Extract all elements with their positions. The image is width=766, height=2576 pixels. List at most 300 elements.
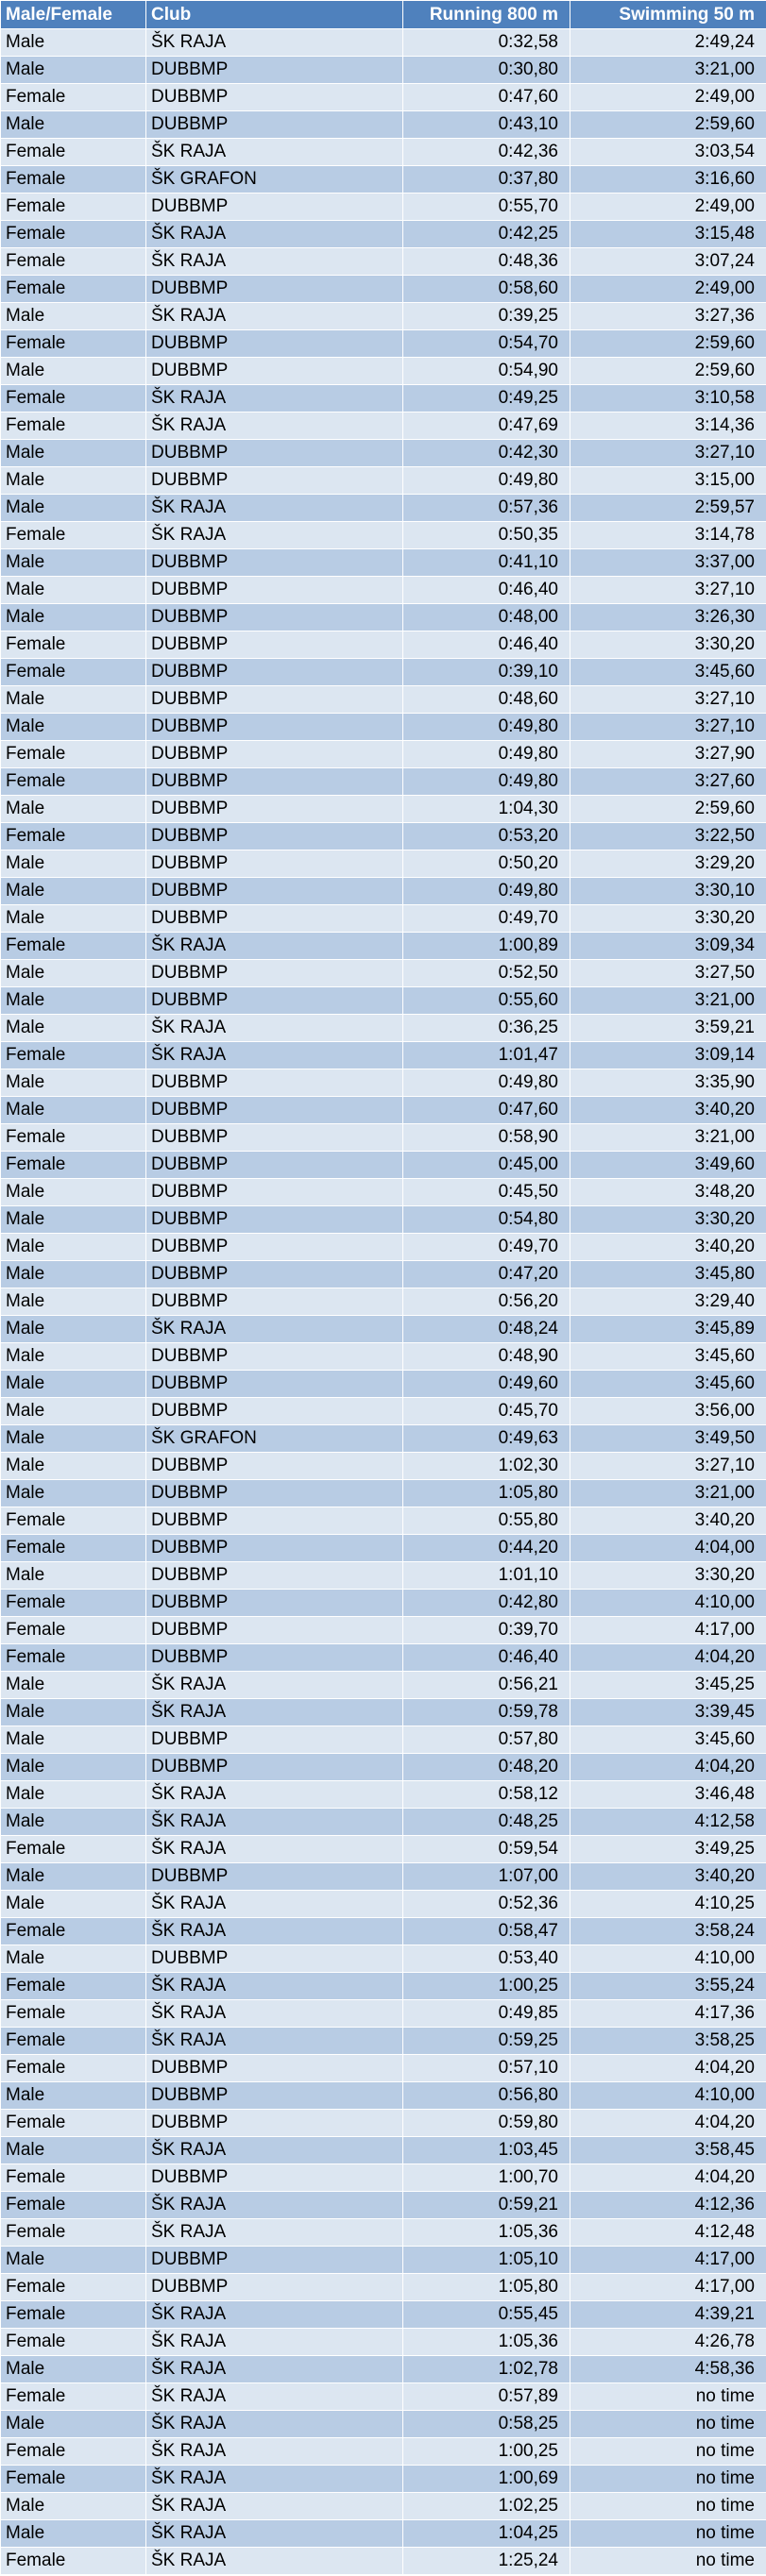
cell-swimming-50m[interactable]: 4:10,00 bbox=[570, 1945, 766, 1973]
cell-running-800m[interactable]: 0:49,80 bbox=[403, 467, 570, 495]
cell-swimming-50m[interactable]: 4:04,00 bbox=[570, 1535, 766, 1562]
header-swimming-50m[interactable]: Swimming 50 m bbox=[570, 1, 766, 29]
cell-running-800m[interactable]: 0:49,80 bbox=[403, 878, 570, 905]
cell-swimming-50m[interactable]: 2:59,57 bbox=[570, 495, 766, 522]
cell-running-800m[interactable]: 0:56,21 bbox=[403, 1672, 570, 1699]
cell-swimming-50m[interactable]: 2:49,24 bbox=[570, 29, 766, 57]
cell-running-800m[interactable]: 0:42,30 bbox=[403, 440, 570, 467]
cell-swimming-50m[interactable]: 2:59,60 bbox=[570, 796, 766, 823]
cell-club[interactable]: DUBBMP bbox=[146, 768, 403, 796]
cell-gender[interactable]: Male bbox=[1, 686, 146, 714]
cell-club[interactable]: ŠK GRAFON bbox=[146, 166, 403, 194]
cell-gender[interactable]: Female bbox=[1, 2438, 146, 2466]
cell-running-800m[interactable]: 1:00,89 bbox=[403, 933, 570, 960]
cell-club[interactable]: DUBBMP bbox=[146, 1644, 403, 1672]
cell-swimming-50m[interactable]: 3:30,20 bbox=[570, 1562, 766, 1590]
cell-club[interactable]: ŠK RAJA bbox=[146, 412, 403, 440]
cell-club[interactable]: DUBBMP bbox=[146, 1398, 403, 1425]
cell-running-800m[interactable]: 0:39,10 bbox=[403, 659, 570, 686]
cell-running-800m[interactable]: 0:48,25 bbox=[403, 1809, 570, 1836]
cell-running-800m[interactable]: 0:48,24 bbox=[403, 1316, 570, 1343]
cell-gender[interactable]: Male bbox=[1, 2411, 146, 2438]
cell-running-800m[interactable]: 0:59,54 bbox=[403, 1836, 570, 1863]
cell-gender[interactable]: Male bbox=[1, 1562, 146, 1590]
cell-gender[interactable]: Male bbox=[1, 495, 146, 522]
header-gender[interactable]: Male/Female bbox=[1, 1, 146, 29]
cell-club[interactable]: ŠK RAJA bbox=[146, 303, 403, 330]
cell-club[interactable]: DUBBMP bbox=[146, 276, 403, 303]
cell-running-800m[interactable]: 0:46,40 bbox=[403, 1644, 570, 1672]
cell-swimming-50m[interactable]: 4:17,00 bbox=[570, 2274, 766, 2301]
cell-gender[interactable]: Female bbox=[1, 2383, 146, 2411]
cell-swimming-50m[interactable]: 2:59,60 bbox=[570, 358, 766, 385]
cell-gender[interactable]: Female bbox=[1, 659, 146, 686]
cell-gender[interactable]: Male bbox=[1, 1809, 146, 1836]
cell-gender[interactable]: Male bbox=[1, 2520, 146, 2548]
cell-running-800m[interactable]: 1:05,10 bbox=[403, 2247, 570, 2274]
cell-gender[interactable]: Male bbox=[1, 1097, 146, 1124]
cell-gender[interactable]: Male bbox=[1, 2356, 146, 2383]
cell-running-800m[interactable]: 0:39,25 bbox=[403, 303, 570, 330]
cell-gender[interactable]: Female bbox=[1, 276, 146, 303]
cell-club[interactable]: ŠK RAJA bbox=[146, 1316, 403, 1343]
cell-club[interactable]: ŠK RAJA bbox=[146, 1836, 403, 1863]
cell-gender[interactable]: Male bbox=[1, 1781, 146, 1809]
cell-running-800m[interactable]: 0:49,80 bbox=[403, 714, 570, 741]
cell-swimming-50m[interactable]: 4:17,00 bbox=[570, 1617, 766, 1644]
cell-running-800m[interactable]: 0:49,85 bbox=[403, 2000, 570, 2028]
cell-club[interactable]: ŠK RAJA bbox=[146, 495, 403, 522]
cell-running-800m[interactable]: 0:56,80 bbox=[403, 2082, 570, 2110]
cell-running-800m[interactable]: 0:46,40 bbox=[403, 577, 570, 604]
cell-club[interactable]: DUBBMP bbox=[146, 686, 403, 714]
cell-club[interactable]: DUBBMP bbox=[146, 659, 403, 686]
cell-swimming-50m[interactable]: 3:30,20 bbox=[570, 905, 766, 933]
cell-swimming-50m[interactable]: 4:58,36 bbox=[570, 2356, 766, 2383]
cell-club[interactable]: DUBBMP bbox=[146, 1069, 403, 1097]
cell-gender[interactable]: Male bbox=[1, 1480, 146, 1507]
cell-running-800m[interactable]: 1:05,36 bbox=[403, 2329, 570, 2356]
cell-gender[interactable]: Female bbox=[1, 1507, 146, 1535]
cell-club[interactable]: ŠK RAJA bbox=[146, 2493, 403, 2520]
cell-running-800m[interactable]: 0:55,70 bbox=[403, 194, 570, 221]
cell-club[interactable]: DUBBMP bbox=[146, 194, 403, 221]
cell-swimming-50m[interactable]: 4:17,00 bbox=[570, 2247, 766, 2274]
cell-swimming-50m[interactable]: 4:04,20 bbox=[570, 2164, 766, 2192]
cell-running-800m[interactable]: 0:59,78 bbox=[403, 1699, 570, 1726]
cell-club[interactable]: ŠK RAJA bbox=[146, 2137, 403, 2164]
cell-club[interactable]: DUBBMP bbox=[146, 2055, 403, 2082]
cell-swimming-50m[interactable]: 4:12,48 bbox=[570, 2219, 766, 2247]
cell-gender[interactable]: Male bbox=[1, 2082, 146, 2110]
cell-swimming-50m[interactable]: 3:15,00 bbox=[570, 467, 766, 495]
cell-club[interactable]: DUBBMP bbox=[146, 358, 403, 385]
cell-swimming-50m[interactable]: 3:37,00 bbox=[570, 549, 766, 577]
cell-running-800m[interactable]: 0:58,12 bbox=[403, 1781, 570, 1809]
cell-club[interactable]: ŠK RAJA bbox=[146, 2520, 403, 2548]
cell-club[interactable]: DUBBMP bbox=[146, 577, 403, 604]
cell-swimming-50m[interactable]: 3:48,20 bbox=[570, 1179, 766, 1206]
cell-gender[interactable]: Male bbox=[1, 1316, 146, 1343]
cell-swimming-50m[interactable]: 3:45,60 bbox=[570, 659, 766, 686]
cell-gender[interactable]: Male bbox=[1, 2493, 146, 2520]
cell-swimming-50m[interactable]: 3:58,24 bbox=[570, 1918, 766, 1945]
cell-swimming-50m[interactable]: 3:55,24 bbox=[570, 1973, 766, 2000]
cell-running-800m[interactable]: 1:02,30 bbox=[403, 1453, 570, 1480]
cell-gender[interactable]: Female bbox=[1, 2466, 146, 2493]
cell-club[interactable]: ŠK RAJA bbox=[146, 2356, 403, 2383]
cell-gender[interactable]: Female bbox=[1, 768, 146, 796]
cell-swimming-50m[interactable]: 4:10,00 bbox=[570, 2082, 766, 2110]
cell-running-800m[interactable]: 0:49,70 bbox=[403, 905, 570, 933]
cell-running-800m[interactable]: 0:48,00 bbox=[403, 604, 570, 631]
cell-swimming-50m[interactable]: 3:14,36 bbox=[570, 412, 766, 440]
cell-club[interactable]: ŠK RAJA bbox=[146, 933, 403, 960]
cell-swimming-50m[interactable]: 3:21,00 bbox=[570, 57, 766, 84]
cell-club[interactable]: DUBBMP bbox=[146, 1097, 403, 1124]
cell-club[interactable]: ŠK RAJA bbox=[146, 2329, 403, 2356]
cell-gender[interactable]: Female bbox=[1, 1644, 146, 1672]
cell-gender[interactable]: Female bbox=[1, 1042, 146, 1069]
cell-club[interactable]: DUBBMP bbox=[146, 1863, 403, 1891]
cell-club[interactable]: DUBBMP bbox=[146, 796, 403, 823]
cell-running-800m[interactable]: 0:56,20 bbox=[403, 1288, 570, 1316]
cell-swimming-50m[interactable]: 3:21,00 bbox=[570, 1480, 766, 1507]
cell-swimming-50m[interactable]: 2:49,00 bbox=[570, 84, 766, 111]
cell-gender[interactable]: Male bbox=[1, 1672, 146, 1699]
cell-club[interactable]: DUBBMP bbox=[146, 1945, 403, 1973]
cell-club[interactable]: DUBBMP bbox=[146, 987, 403, 1015]
cell-gender[interactable]: Female bbox=[1, 221, 146, 248]
cell-swimming-50m[interactable]: 3:14,78 bbox=[570, 522, 766, 549]
cell-gender[interactable]: Male bbox=[1, 1179, 146, 1206]
cell-gender[interactable]: Male bbox=[1, 1015, 146, 1042]
cell-swimming-50m[interactable]: 4:17,36 bbox=[570, 2000, 766, 2028]
cell-running-800m[interactable]: 0:42,36 bbox=[403, 139, 570, 166]
cell-running-800m[interactable]: 0:53,20 bbox=[403, 823, 570, 850]
cell-swimming-50m[interactable]: 3:46,48 bbox=[570, 1781, 766, 1809]
cell-running-800m[interactable]: 0:55,80 bbox=[403, 1507, 570, 1535]
cell-gender[interactable]: Male bbox=[1, 1699, 146, 1726]
cell-club[interactable]: ŠK RAJA bbox=[146, 2028, 403, 2055]
cell-swimming-50m[interactable]: 4:04,20 bbox=[570, 1754, 766, 1781]
cell-running-800m[interactable]: 1:05,80 bbox=[403, 1480, 570, 1507]
cell-club[interactable]: DUBBMP bbox=[146, 111, 403, 139]
cell-club[interactable]: DUBBMP bbox=[146, 1590, 403, 1617]
cell-gender[interactable]: Male bbox=[1, 878, 146, 905]
cell-club[interactable]: ŠK RAJA bbox=[146, 2000, 403, 2028]
cell-running-800m[interactable]: 0:47,69 bbox=[403, 412, 570, 440]
cell-gender[interactable]: Male bbox=[1, 1425, 146, 1453]
cell-swimming-50m[interactable]: 4:04,20 bbox=[570, 2110, 766, 2137]
cell-gender[interactable]: Female bbox=[1, 1617, 146, 1644]
cell-running-800m[interactable]: 0:53,40 bbox=[403, 1945, 570, 1973]
cell-running-800m[interactable]: 0:45,50 bbox=[403, 1179, 570, 1206]
cell-gender[interactable]: Female bbox=[1, 1535, 146, 1562]
cell-gender[interactable]: Male bbox=[1, 358, 146, 385]
cell-running-800m[interactable]: 1:02,78 bbox=[403, 2356, 570, 2383]
cell-swimming-50m[interactable]: no time bbox=[570, 2383, 766, 2411]
cell-running-800m[interactable]: 0:59,21 bbox=[403, 2192, 570, 2219]
cell-swimming-50m[interactable]: 4:12,36 bbox=[570, 2192, 766, 2219]
cell-swimming-50m[interactable]: 4:10,25 bbox=[570, 1891, 766, 1918]
cell-running-800m[interactable]: 0:54,90 bbox=[403, 358, 570, 385]
cell-running-800m[interactable]: 0:48,20 bbox=[403, 1754, 570, 1781]
cell-club[interactable]: DUBBMP bbox=[146, 1152, 403, 1179]
cell-running-800m[interactable]: 1:00,25 bbox=[403, 1973, 570, 2000]
cell-running-800m[interactable]: 0:59,25 bbox=[403, 2028, 570, 2055]
cell-club[interactable]: DUBBMP bbox=[146, 1288, 403, 1316]
cell-gender[interactable]: Female bbox=[1, 84, 146, 111]
cell-running-800m[interactable]: 0:48,36 bbox=[403, 248, 570, 276]
cell-swimming-50m[interactable]: 3:49,60 bbox=[570, 1152, 766, 1179]
cell-running-800m[interactable]: 0:49,80 bbox=[403, 741, 570, 768]
cell-swimming-50m[interactable]: 2:59,60 bbox=[570, 330, 766, 358]
cell-gender[interactable]: Female bbox=[1, 1836, 146, 1863]
cell-swimming-50m[interactable]: 4:26,78 bbox=[570, 2329, 766, 2356]
cell-running-800m[interactable]: 1:05,80 bbox=[403, 2274, 570, 2301]
cell-running-800m[interactable]: 0:49,80 bbox=[403, 1069, 570, 1097]
cell-swimming-50m[interactable]: 3:56,00 bbox=[570, 1398, 766, 1425]
cell-club[interactable]: DUBBMP bbox=[146, 1535, 403, 1562]
cell-club[interactable]: ŠK RAJA bbox=[146, 1809, 403, 1836]
cell-swimming-50m[interactable]: 4:04,20 bbox=[570, 2055, 766, 2082]
cell-club[interactable]: DUBBMP bbox=[146, 1179, 403, 1206]
cell-club[interactable]: DUBBMP bbox=[146, 1617, 403, 1644]
cell-club[interactable]: DUBBMP bbox=[146, 330, 403, 358]
cell-club[interactable]: DUBBMP bbox=[146, 1234, 403, 1261]
cell-running-800m[interactable]: 0:55,60 bbox=[403, 987, 570, 1015]
cell-running-800m[interactable]: 0:42,25 bbox=[403, 221, 570, 248]
cell-gender[interactable]: Female bbox=[1, 2000, 146, 2028]
cell-running-800m[interactable]: 0:47,20 bbox=[403, 1261, 570, 1288]
cell-gender[interactable]: Male bbox=[1, 1234, 146, 1261]
cell-club[interactable]: DUBBMP bbox=[146, 1480, 403, 1507]
cell-club[interactable]: DUBBMP bbox=[146, 2247, 403, 2274]
cell-swimming-50m[interactable]: 3:29,40 bbox=[570, 1288, 766, 1316]
cell-club[interactable]: ŠK RAJA bbox=[146, 2466, 403, 2493]
cell-swimming-50m[interactable]: no time bbox=[570, 2411, 766, 2438]
cell-running-800m[interactable]: 1:04,30 bbox=[403, 796, 570, 823]
cell-running-800m[interactable]: 0:30,80 bbox=[403, 57, 570, 84]
cell-gender[interactable]: Male bbox=[1, 1945, 146, 1973]
cell-club[interactable]: ŠK RAJA bbox=[146, 29, 403, 57]
cell-swimming-50m[interactable]: no time bbox=[570, 2520, 766, 2548]
cell-gender[interactable]: Female bbox=[1, 1152, 146, 1179]
cell-club[interactable]: DUBBMP bbox=[146, 1726, 403, 1754]
cell-running-800m[interactable]: 0:41,10 bbox=[403, 549, 570, 577]
cell-running-800m[interactable]: 0:59,80 bbox=[403, 2110, 570, 2137]
cell-swimming-50m[interactable]: 3:45,60 bbox=[570, 1371, 766, 1398]
cell-club[interactable]: ŠK RAJA bbox=[146, 1672, 403, 1699]
cell-gender[interactable]: Male bbox=[1, 1754, 146, 1781]
cell-gender[interactable]: Female bbox=[1, 1918, 146, 1945]
cell-gender[interactable]: Female bbox=[1, 2301, 146, 2329]
cell-running-800m[interactable]: 1:05,36 bbox=[403, 2219, 570, 2247]
cell-running-800m[interactable]: 0:43,10 bbox=[403, 111, 570, 139]
cell-swimming-50m[interactable]: 3:27,10 bbox=[570, 577, 766, 604]
cell-swimming-50m[interactable]: 4:12,58 bbox=[570, 1809, 766, 1836]
cell-swimming-50m[interactable]: 3:27,10 bbox=[570, 686, 766, 714]
cell-gender[interactable]: Male bbox=[1, 303, 146, 330]
cell-swimming-50m[interactable]: 3:27,50 bbox=[570, 960, 766, 987]
cell-club[interactable]: ŠK RAJA bbox=[146, 1042, 403, 1069]
cell-swimming-50m[interactable]: 3:35,90 bbox=[570, 1069, 766, 1097]
cell-running-800m[interactable]: 0:44,20 bbox=[403, 1535, 570, 1562]
cell-running-800m[interactable]: 0:47,60 bbox=[403, 84, 570, 111]
cell-gender[interactable]: Male bbox=[1, 57, 146, 84]
cell-swimming-50m[interactable]: 3:45,25 bbox=[570, 1672, 766, 1699]
cell-club[interactable]: DUBBMP bbox=[146, 440, 403, 467]
cell-swimming-50m[interactable]: 3:27,10 bbox=[570, 714, 766, 741]
cell-gender[interactable]: Female bbox=[1, 631, 146, 659]
cell-running-800m[interactable]: 0:46,40 bbox=[403, 631, 570, 659]
cell-gender[interactable]: Male bbox=[1, 440, 146, 467]
cell-club[interactable]: DUBBMP bbox=[146, 2274, 403, 2301]
cell-club[interactable]: DUBBMP bbox=[146, 1261, 403, 1288]
cell-swimming-50m[interactable]: 3:45,89 bbox=[570, 1316, 766, 1343]
cell-running-800m[interactable]: 0:58,60 bbox=[403, 276, 570, 303]
cell-gender[interactable]: Female bbox=[1, 2192, 146, 2219]
cell-club[interactable]: ŠK RAJA bbox=[146, 1015, 403, 1042]
cell-running-800m[interactable]: 0:52,50 bbox=[403, 960, 570, 987]
cell-club[interactable]: ŠK RAJA bbox=[146, 2411, 403, 2438]
cell-club[interactable]: DUBBMP bbox=[146, 2082, 403, 2110]
cell-club[interactable]: DUBBMP bbox=[146, 84, 403, 111]
cell-gender[interactable]: Male bbox=[1, 549, 146, 577]
cell-gender[interactable]: Female bbox=[1, 2219, 146, 2247]
cell-gender[interactable]: Female bbox=[1, 741, 146, 768]
cell-swimming-50m[interactable]: 3:15,48 bbox=[570, 221, 766, 248]
cell-swimming-50m[interactable]: 3:49,25 bbox=[570, 1836, 766, 1863]
cell-swimming-50m[interactable]: 3:22,50 bbox=[570, 823, 766, 850]
cell-club[interactable]: ŠK RAJA bbox=[146, 2219, 403, 2247]
cell-club[interactable]: ŠK RAJA bbox=[146, 1918, 403, 1945]
cell-club[interactable]: DUBBMP bbox=[146, 1124, 403, 1152]
cell-gender[interactable]: Female bbox=[1, 522, 146, 549]
cell-club[interactable]: DUBBMP bbox=[146, 741, 403, 768]
cell-running-800m[interactable]: 1:03,45 bbox=[403, 2137, 570, 2164]
cell-running-800m[interactable]: 0:55,45 bbox=[403, 2301, 570, 2329]
cell-club[interactable]: DUBBMP bbox=[146, 960, 403, 987]
cell-club[interactable]: ŠK RAJA bbox=[146, 2438, 403, 2466]
cell-swimming-50m[interactable]: 2:49,00 bbox=[570, 194, 766, 221]
cell-gender[interactable]: Female bbox=[1, 2164, 146, 2192]
cell-gender[interactable]: Female bbox=[1, 823, 146, 850]
cell-gender[interactable]: Male bbox=[1, 987, 146, 1015]
cell-gender[interactable]: Male bbox=[1, 796, 146, 823]
cell-swimming-50m[interactable]: 3:40,20 bbox=[570, 1234, 766, 1261]
cell-swimming-50m[interactable]: 3:45,60 bbox=[570, 1343, 766, 1371]
cell-gender[interactable]: Male bbox=[1, 1371, 146, 1398]
cell-running-800m[interactable]: 0:57,89 bbox=[403, 2383, 570, 2411]
cell-gender[interactable]: Male bbox=[1, 467, 146, 495]
cell-running-800m[interactable]: 0:42,80 bbox=[403, 1590, 570, 1617]
cell-running-800m[interactable]: 0:58,25 bbox=[403, 2411, 570, 2438]
cell-running-800m[interactable]: 0:49,70 bbox=[403, 1234, 570, 1261]
cell-club[interactable]: DUBBMP bbox=[146, 1371, 403, 1398]
cell-club[interactable]: DUBBMP bbox=[146, 823, 403, 850]
cell-swimming-50m[interactable]: 3:30,20 bbox=[570, 631, 766, 659]
cell-gender[interactable]: Female bbox=[1, 1973, 146, 2000]
cell-club[interactable]: DUBBMP bbox=[146, 604, 403, 631]
cell-swimming-50m[interactable]: 3:10,58 bbox=[570, 385, 766, 412]
cell-swimming-50m[interactable]: no time bbox=[570, 2466, 766, 2493]
cell-running-800m[interactable]: 0:32,58 bbox=[403, 29, 570, 57]
cell-club[interactable]: ŠK RAJA bbox=[146, 522, 403, 549]
cell-club[interactable]: DUBBMP bbox=[146, 850, 403, 878]
cell-club[interactable]: DUBBMP bbox=[146, 549, 403, 577]
cell-gender[interactable]: Female bbox=[1, 2055, 146, 2082]
cell-club[interactable]: ŠK RAJA bbox=[146, 139, 403, 166]
cell-swimming-50m[interactable]: 3:40,20 bbox=[570, 1863, 766, 1891]
cell-running-800m[interactable]: 1:01,47 bbox=[403, 1042, 570, 1069]
cell-running-800m[interactable]: 0:49,63 bbox=[403, 1425, 570, 1453]
cell-swimming-50m[interactable]: 3:16,60 bbox=[570, 166, 766, 194]
cell-gender[interactable]: Male bbox=[1, 111, 146, 139]
cell-running-800m[interactable]: 1:01,10 bbox=[403, 1562, 570, 1590]
cell-club[interactable]: DUBBMP bbox=[146, 2164, 403, 2192]
cell-club[interactable]: DUBBMP bbox=[146, 1754, 403, 1781]
cell-running-800m[interactable]: 1:07,00 bbox=[403, 1863, 570, 1891]
cell-running-800m[interactable]: 0:57,80 bbox=[403, 1726, 570, 1754]
cell-swimming-50m[interactable]: 3:40,20 bbox=[570, 1097, 766, 1124]
cell-club[interactable]: ŠK RAJA bbox=[146, 2301, 403, 2329]
cell-club[interactable]: DUBBMP bbox=[146, 1343, 403, 1371]
cell-gender[interactable]: Female bbox=[1, 2274, 146, 2301]
cell-gender[interactable]: Male bbox=[1, 1726, 146, 1754]
cell-swimming-50m[interactable]: no time bbox=[570, 2493, 766, 2520]
cell-running-800m[interactable]: 0:37,80 bbox=[403, 166, 570, 194]
cell-gender[interactable]: Male bbox=[1, 960, 146, 987]
cell-running-800m[interactable]: 0:47,60 bbox=[403, 1097, 570, 1124]
cell-gender[interactable]: Female bbox=[1, 933, 146, 960]
cell-club[interactable]: DUBBMP bbox=[146, 1453, 403, 1480]
cell-gender[interactable]: Male bbox=[1, 1863, 146, 1891]
cell-gender[interactable]: Male bbox=[1, 29, 146, 57]
cell-swimming-50m[interactable]: 3:27,10 bbox=[570, 1453, 766, 1480]
cell-swimming-50m[interactable]: 3:29,20 bbox=[570, 850, 766, 878]
cell-club[interactable]: DUBBMP bbox=[146, 714, 403, 741]
cell-swimming-50m[interactable]: 3:27,36 bbox=[570, 303, 766, 330]
cell-gender[interactable]: Female bbox=[1, 2110, 146, 2137]
cell-gender[interactable]: Female bbox=[1, 412, 146, 440]
cell-gender[interactable]: Female bbox=[1, 1590, 146, 1617]
cell-swimming-50m[interactable]: 3:09,14 bbox=[570, 1042, 766, 1069]
cell-running-800m[interactable]: 0:36,25 bbox=[403, 1015, 570, 1042]
cell-swimming-50m[interactable]: no time bbox=[570, 2548, 766, 2575]
cell-swimming-50m[interactable]: 3:49,50 bbox=[570, 1425, 766, 1453]
cell-swimming-50m[interactable]: 3:07,24 bbox=[570, 248, 766, 276]
cell-gender[interactable]: Male bbox=[1, 714, 146, 741]
cell-running-800m[interactable]: 0:54,80 bbox=[403, 1206, 570, 1234]
cell-gender[interactable]: Female bbox=[1, 385, 146, 412]
cell-swimming-50m[interactable]: 3:27,10 bbox=[570, 440, 766, 467]
cell-gender[interactable]: Male bbox=[1, 1343, 146, 1371]
cell-club[interactable]: ŠK RAJA bbox=[146, 2383, 403, 2411]
cell-running-800m[interactable]: 0:49,25 bbox=[403, 385, 570, 412]
cell-swimming-50m[interactable]: 3:03,54 bbox=[570, 139, 766, 166]
cell-club[interactable]: DUBBMP bbox=[146, 1507, 403, 1535]
cell-running-800m[interactable]: 0:50,35 bbox=[403, 522, 570, 549]
cell-club[interactable]: DUBBMP bbox=[146, 905, 403, 933]
cell-running-800m[interactable]: 0:45,00 bbox=[403, 1152, 570, 1179]
cell-club[interactable]: ŠK RAJA bbox=[146, 1699, 403, 1726]
cell-swimming-50m[interactable]: 3:39,45 bbox=[570, 1699, 766, 1726]
header-running-800m[interactable]: Running 800 m bbox=[403, 1, 570, 29]
cell-running-800m[interactable]: 0:48,90 bbox=[403, 1343, 570, 1371]
cell-running-800m[interactable]: 0:49,60 bbox=[403, 1371, 570, 1398]
